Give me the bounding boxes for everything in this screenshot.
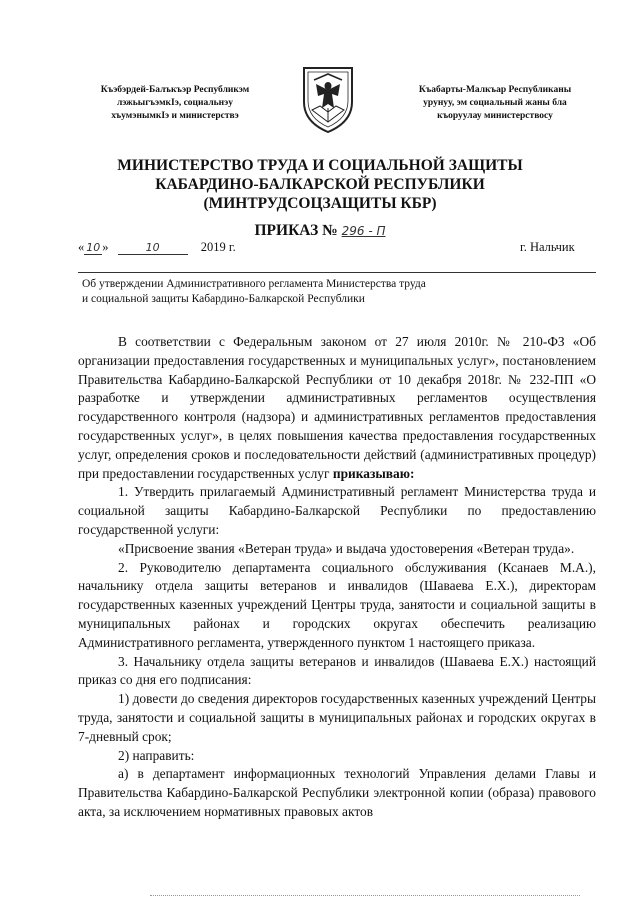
date-open-quote: « bbox=[78, 240, 85, 254]
date-close-quote: » bbox=[102, 240, 109, 254]
header-left-line-3: хъумэнымкIэ и министерствэ bbox=[111, 111, 239, 121]
decree-word: приказываю: bbox=[332, 465, 415, 481]
order-subject bbox=[82, 277, 502, 307]
order-number: 296 - П bbox=[341, 224, 386, 238]
subject-line-2: и социальной защиты Кабардино-Балкарской Республики bbox=[82, 293, 365, 305]
paragraph-item-1: 1. Утвердить прилагаемый Административный регламент Министерства труда и социальной защиты Кабардино-Балкарской Республики по предоставлению государственной услуги: bbox=[78, 484, 596, 537]
paragraph-item-3-2: 2) направить: bbox=[118, 747, 195, 763]
paragraph-item-2: 2. Руководителю департамента социального обслуживания (Ксанаев М.А.), начальнику отдела защиты ветеранов и инвалидов (Шаваева Е.Х.), директорам государственных казенных учреждений Центры труда, занятости и социальной защиты в муниципальных районах и городских округах обеспечить реализацию Административного регламента, утвержденного пунктом 1 настоящего приказа. bbox=[78, 559, 596, 650]
order-date bbox=[78, 240, 236, 255]
ministry-line-2: КАБАРДИНО-БАЛКАРСКОЙ РЕСПУБЛИКИ bbox=[155, 176, 485, 193]
paragraph-item-3: 3. Начальнику отдела защиты ветеранов и инвалидов (Шаваева Е.Х.) настоящий приказ со дня его подписания: bbox=[78, 653, 596, 688]
ministry-line-1: МИНИСТЕРСТВО ТРУДА И СОЦИАЛЬНОЙ ЗАЩИТЫ bbox=[117, 157, 523, 174]
date-year: 2019 г. bbox=[200, 240, 236, 254]
header-right-line-2: урунуу, эм социальный жаны бла bbox=[423, 98, 567, 108]
header-left-line-2: лэжьыгъэмкIэ, социальнэу bbox=[116, 98, 234, 108]
date-month: 10 bbox=[118, 241, 188, 255]
header-left-kabardian bbox=[70, 84, 280, 123]
header-right-line-1: Къабарты-Малкъар Республиканы bbox=[418, 85, 572, 95]
date-day: 10 bbox=[86, 241, 101, 254]
subject-line-1: Об утверждении Административного регламента Министерства труда bbox=[82, 278, 426, 290]
order-label: ПРИКАЗ № bbox=[254, 222, 338, 239]
coat-of-arms-emblem bbox=[298, 64, 358, 134]
paragraph-preamble bbox=[78, 333, 596, 483]
order-heading bbox=[210, 222, 430, 240]
header-left-line-1: Къэбэрдей-Балъкъэр Республикэм bbox=[100, 85, 250, 95]
paragraph-item-3-1: 1) довести до сведения директоров государственных казенных учреждений Центры труда, занятости и социальной защиты в муниципальных районах и городских округах в 7-дневный срок; bbox=[78, 691, 596, 744]
paragraph-item-3-2-a: а) в департамент информационных технологий Управления делами Главы и Правительства Кабардино-Балкарской Республики электронной копии (образа) правового акта, за исключением нормативных правовых актов bbox=[78, 766, 596, 819]
header-right-line-3: къоруулау министерствосу bbox=[437, 111, 553, 121]
header-right-balkar bbox=[390, 84, 600, 123]
ministry-line-3: (МИНТРУДСОЦЗАЩИТЫ КБР) bbox=[203, 195, 437, 212]
preamble-text: В соответствии с Федеральным законом от 27 июля 2010г. № 210-ФЗ «Об организации предоставления государственных и муниципальных услуг», постановлением Правительства Кабардино-Балкарской Республики от 10 декабря 2018г. № 232-ПП «О разработке и утверждении административных регламентов осуществления государственного контроля (надзора) и административных регламентов предоставления государственных услуг», в целях повышения качества предоставления государственных услуг, определения сроков и последовательности действий (административных процедур) при предоставлении государственных услуг bbox=[78, 334, 596, 481]
subject-divider bbox=[78, 272, 596, 273]
paragraph-service-name: «Присвоение звания «Ветеран труда» и выдача удостоверения «Ветеран труда». bbox=[118, 540, 575, 556]
page-bottom-edge bbox=[150, 895, 580, 896]
order-body bbox=[78, 333, 596, 822]
ministry-title bbox=[60, 156, 580, 213]
city: г. Нальчик bbox=[520, 240, 575, 254]
